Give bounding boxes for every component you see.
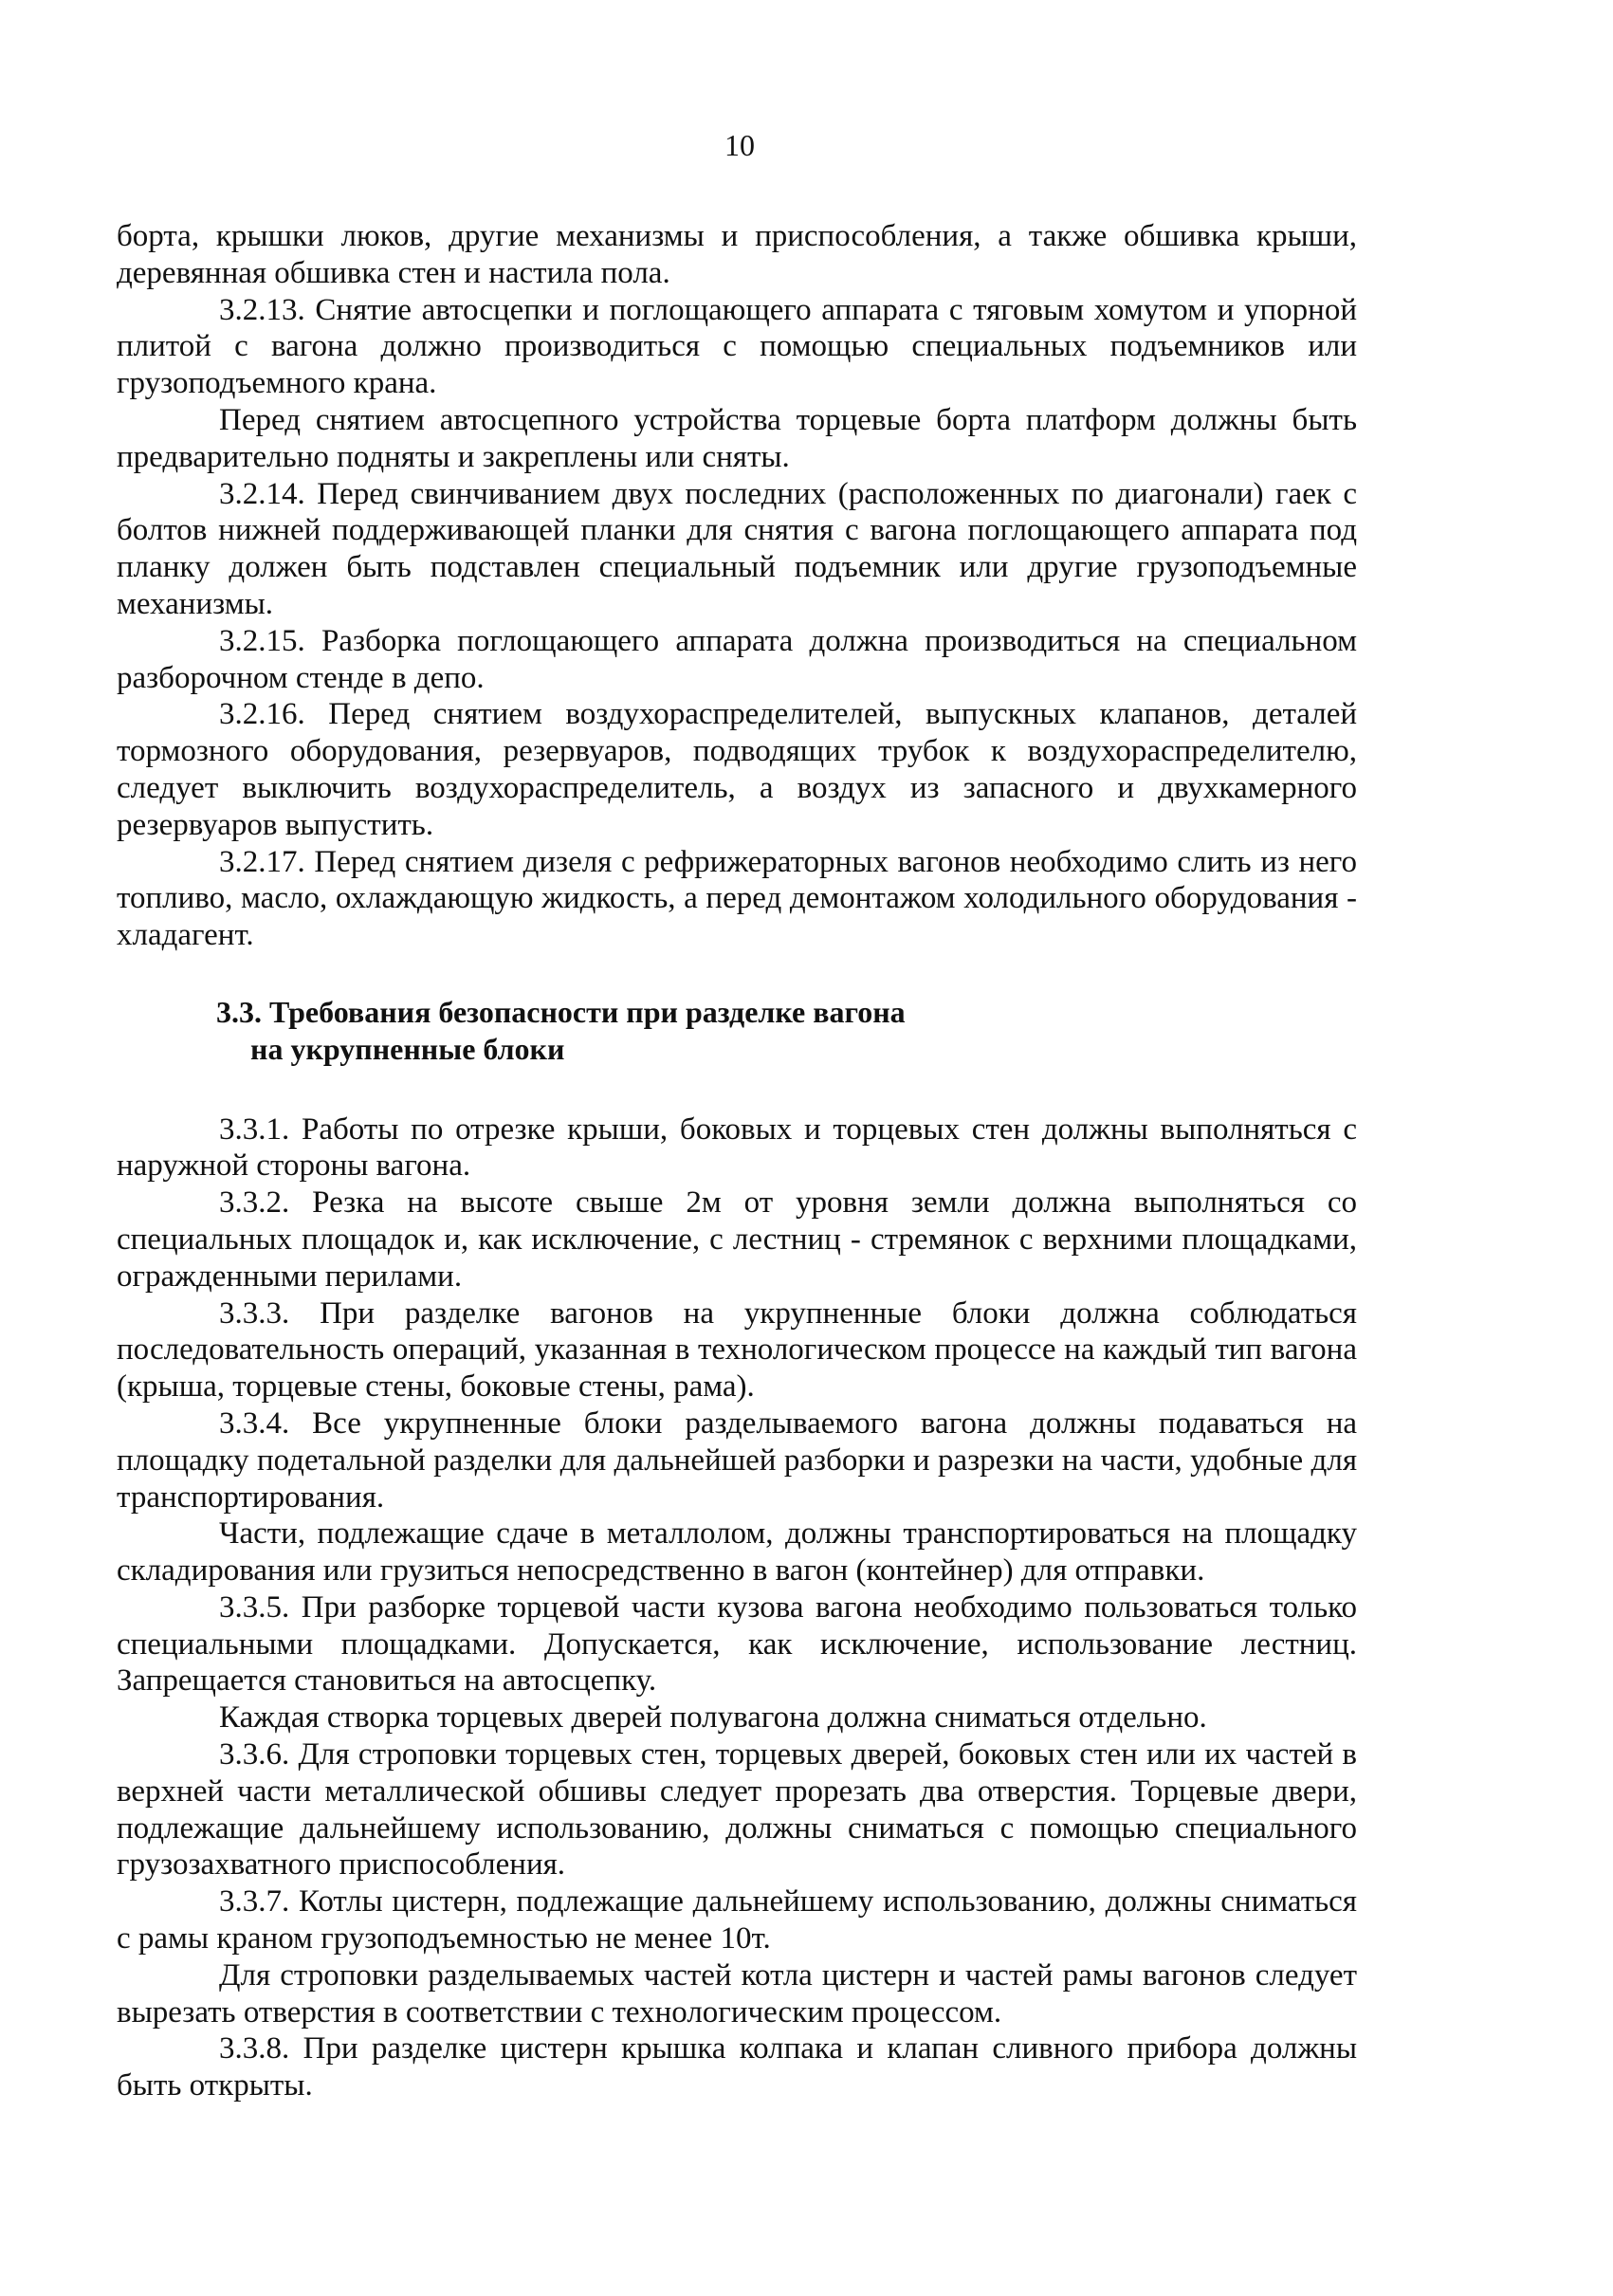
paragraph: 3.3.4. Все укрупненные блоки разделываемого вагона должны подаваться на площадку подетальной разделки для дальнейшей разборки и разрезки на части, удобные для транспортирования. [117,1405,1357,1515]
paragraph: Каждая створка торцевых дверей полувагона должна сниматься отдельно. [219,1700,1207,1736]
paragraph: 3.2.14. Перед свинчиванием двух последних (расположенных по диагонали) гаек с болтов нижней поддерживающей планки для снятия с вагона поглощающего аппарата под планку должен быть подставлен специальный подъемник или другие грузоподъемные механизмы. [117,476,1357,621]
page-number: 10 [724,128,755,162]
paragraph: 3.2.16. Перед снятием воздухораспределителей, выпускных клапанов, деталей тормозного оборудования, резервуаров, подводящих трубок к воздухораспределителю, следует выключить воздухораспределитель, а воздух из запасного и двухкамерного резервуаров выпустить. [117,697,1357,842]
paragraph: борта, крышки люков, другие механизмы и приспособления, а также обшивка крыши, деревянная обшивка стен и настила пола. [117,219,1357,290]
paragraph: 3.2.15. Разборка поглощающего аппарата должна производиться на специальном разборочном стенде в депо. [117,623,1357,695]
paragraph: 3.3.3. При разделке вагонов на укрупненные блоки должна соблюдаться последовательность операций, указанная в технологическом процессе на каждый тип вагона (крыша, торцевые стены, боковые стены, рама). [117,1295,1357,1405]
paragraph: 3.3.6. Для строповки торцевых стен, торцевых дверей, боковых стен или их частей в верхней части металлической обшивы следует прорезать два отверстия. Торцевые двери, подлежащие дальнейшему использованию, должны сниматься с помощью специального грузозахватного приспособления. [117,1737,1357,1883]
paragraph: Для строповки разделываемых частей котла цистерн и частей рамы вагонов следует вырезать отверстия в соответствии с технологическим процессом. [117,1957,1357,2030]
document-body [117,218,1357,2104]
paragraph: Перед снятием автосцепного устройства торцевые борта платформ должны быть предварительно подняты и закреплены или сняты. [117,402,1357,474]
paragraph: 3.3.7. Котлы цистерн, подлежащие дальнейшему использованию, должны сниматься с рамы краном грузоподъемностью не менее 10т. [117,1884,1357,1956]
paragraph: 3.2.13. Снятие автосцепки и поглощающего аппарата с тяговым хомутом и упорной плитой с вагона должно производиться с помощью специальных подъемников или грузоподъемного крана. [117,292,1357,401]
paragraph: 3.3.1. Работы по отрезке крыши, боковых и торцевых стен должны выполняться с наружной стороны вагона. [117,1111,1357,1184]
heading-line-2: на укрупненные блоки [250,1031,565,1066]
paragraph: 3.3.2. Резка на высоте свыше 2м от уровня земли должна выполняться со специальных площадок и, как исключение, с лестниц - стремянок с верхними площадками, огражденными перилами. [117,1185,1357,1294]
heading-line-1: 3.3. Требования безопасности при разделке вагона [216,994,906,1029]
section-3-2-continuation [117,218,1357,954]
paragraph: 3.3.5. При разборке торцевой части кузова вагона необходимо пользоваться только специальными площадками. Допускается, как исключение, использование лестниц. Запрещается становиться на автосцепку. [117,1589,1357,1699]
paragraph: 3.3.8. При разделке цистерн крышка колпака и клапан сливного прибора должны быть открыты. [117,2031,1357,2103]
section-heading-3-3 [117,994,1357,1068]
section-3-3-body [117,1111,1357,2105]
paragraph: Части, подлежащие сдаче в металлолом, должны транспортироваться на площадку складирования или грузиться непосредственно в вагон (контейнер) для отправки. [117,1516,1357,1589]
paragraph: 3.2.17. Перед снятием дизеля с рефрижераторных вагонов необходимо слить из него топливо, масло, охлаждающую жидкость, а перед демонтажом холодильного оборудования - хладагент. [117,844,1357,953]
